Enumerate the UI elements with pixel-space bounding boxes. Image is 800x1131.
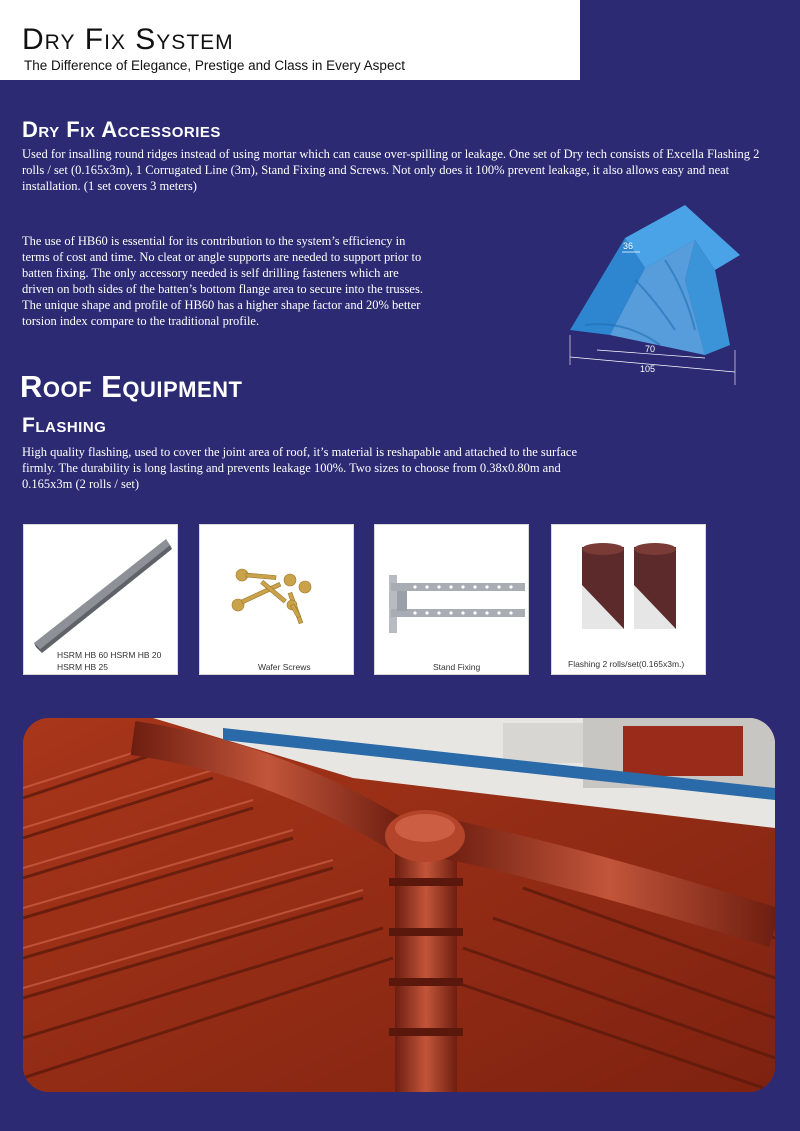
accessories-heading: Dry Fix Accessories (22, 117, 221, 142)
product-label-batten-line2: HSRM HB 25 (57, 662, 109, 672)
stand-fixing-icon (375, 525, 530, 676)
product-card-screws (199, 524, 354, 675)
product-label-screws: Wafer Screws (258, 662, 311, 672)
roof-tiles-illustration (23, 718, 775, 1092)
roof-photo (23, 718, 775, 1092)
product-card-stand-fixing (374, 524, 529, 675)
product-label-flashing: Flashing 2 rolls/set(0.165x3m.) (568, 659, 685, 669)
page-title: Dry Fix System (22, 23, 234, 56)
hb60-description: The use of HB60 is essential for its contribution to the system’s efficiency in terms of cost and time. No cleat or angle supports are needed to support prior to batten fixing. The only accessory needed is self drilling fasteners which are driven on both sides of the batten’s bottom flange area to secure into the trusses. The unique shape and profile of HB60 has a higher shape factor and 20% better torsion index compare to the traditional profile. (22, 234, 423, 328)
product-label-stand-fixing: Stand Fixing (433, 662, 481, 672)
accessories-intro: Used for insalling round ridges instead of using mortar which can cause over-spilling or leakage. One set of Dry tech consists of Excella Flashing 2 rolls / set (0.165x3m), 1 Corrugated Line (3m), Stand Fixing and Screws. Not only does it 100% prevent leakage, it also allows easy and neat installation. (1 set covers 3 meters) (22, 147, 760, 193)
product-card-flashing (551, 524, 706, 675)
page-subtitle: The Difference of Elegance, Prestige and Class in Every Aspect (24, 58, 405, 73)
flashing-heading: Flashing (22, 414, 107, 437)
dim-bottom-label: 105 (640, 364, 656, 374)
product-label-batten-line1: HSRM HB 60 HSRM HB 20 (57, 650, 162, 660)
header-banner (0, 0, 580, 80)
hb60-profile-diagram (565, 200, 745, 390)
product-card-batten (23, 524, 178, 675)
hb60-profile-icon (570, 205, 740, 355)
flashing-description: High quality flashing, used to cover the joint area of roof, it’s material is reshapable and attached to the surface firmly. The durability is long lasting and prevents leakage 100%. Two sizes to choose from 0.38x0.80m and 0.165x3m (2 rolls / set) (22, 445, 578, 491)
roof-equipment-heading: Roof Equipment (20, 369, 243, 404)
flashing-roll-icon (552, 525, 707, 676)
dim-middle-label: 70 (645, 344, 656, 354)
screws-icon (200, 525, 355, 676)
dim-top-label: 36 (623, 241, 634, 251)
